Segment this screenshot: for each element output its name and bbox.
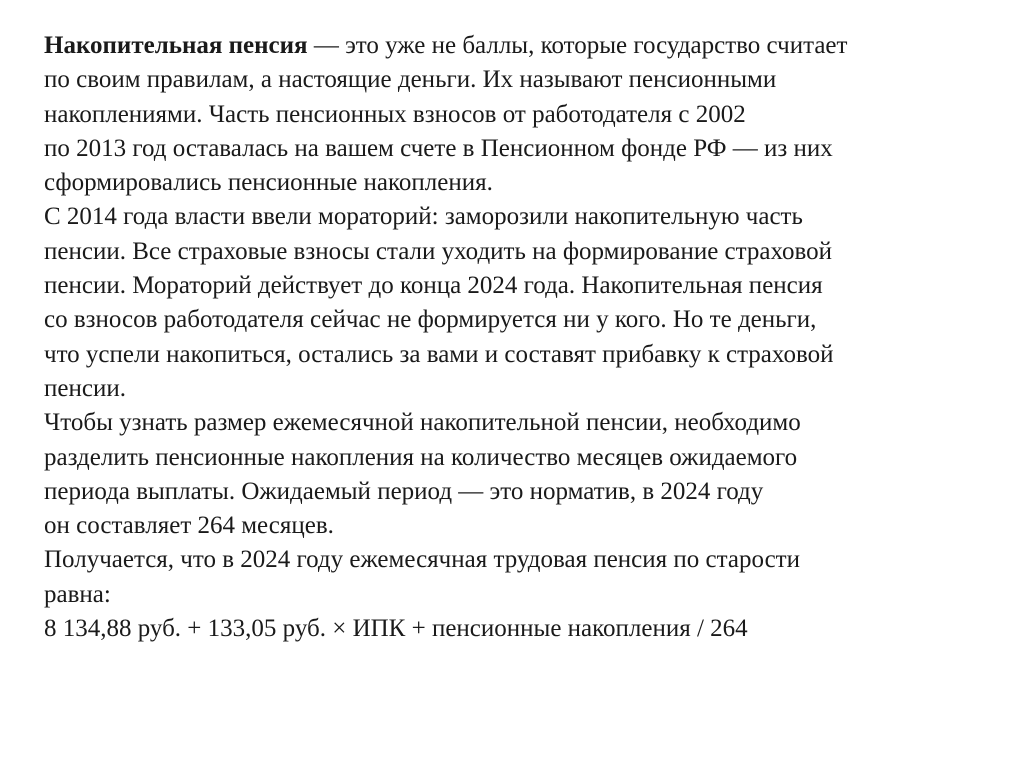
text-block	[44, 29, 1004, 646]
paragraph-2-line-3: пенсии. Мораторий действует до конца 2024 года. Накопительная пенсия	[44, 272, 823, 300]
paragraph-4-line-2: равна:	[44, 580, 111, 608]
paragraph-1-line-4: по 2013 год оставалась на вашем счете в Пенсионном фонде РФ — из них	[44, 134, 833, 162]
paragraph-1-line-2: по своим правилам, а настоящие деньги. Их называют пенсионными	[44, 66, 777, 94]
paragraph-2-line-6: пенсии.	[44, 374, 126, 402]
term-bold: Накопительная пенсия	[44, 32, 308, 59]
paragraph-1-line-1	[44, 29, 1004, 63]
formula-line: 8 134,88 руб. + 133,05 руб. × ИПК + пенсионные накопления / 264	[44, 615, 748, 643]
paragraph-2-line-2: пенсии. Все страховые взносы стали уходить на формирование страховой	[44, 237, 833, 265]
paragraph-2-line-4: со взносов работодателя сейчас не формируется ни у кого. Но те деньги,	[44, 306, 817, 334]
paragraph-3-line-4: он составляет 264 месяцев.	[44, 512, 334, 540]
paragraph-2-line-5: что успели накопиться, остались за вами и составят прибавку к страховой	[44, 340, 834, 368]
paragraph-1-line-3: накоплениями. Часть пенсионных взносов от работодателя с 2002	[44, 100, 746, 128]
paragraph-1-line-5: сформировались пенсионные накопления.	[44, 169, 493, 197]
paragraph-1-line-1-rest: — это уже не баллы, которые государство считает	[307, 32, 848, 59]
paragraph-4-line-1: Получается, что в 2024 году ежемесячная трудовая пенсия по старости	[44, 546, 800, 574]
paragraph-2-line-1: С 2014 года власти ввели мораторий: заморозили накопительную часть	[44, 203, 803, 231]
paragraph-3-line-3: периода выплаты. Ожидаемый период — это норматив, в 2024 году	[44, 477, 764, 505]
paragraph-3-line-1: Чтобы узнать размер ежемесячной накопительной пенсии, необходимо	[44, 409, 801, 437]
paragraph-3-line-2: разделить пенсионные накопления на количество месяцев ожидаемого	[44, 443, 798, 471]
